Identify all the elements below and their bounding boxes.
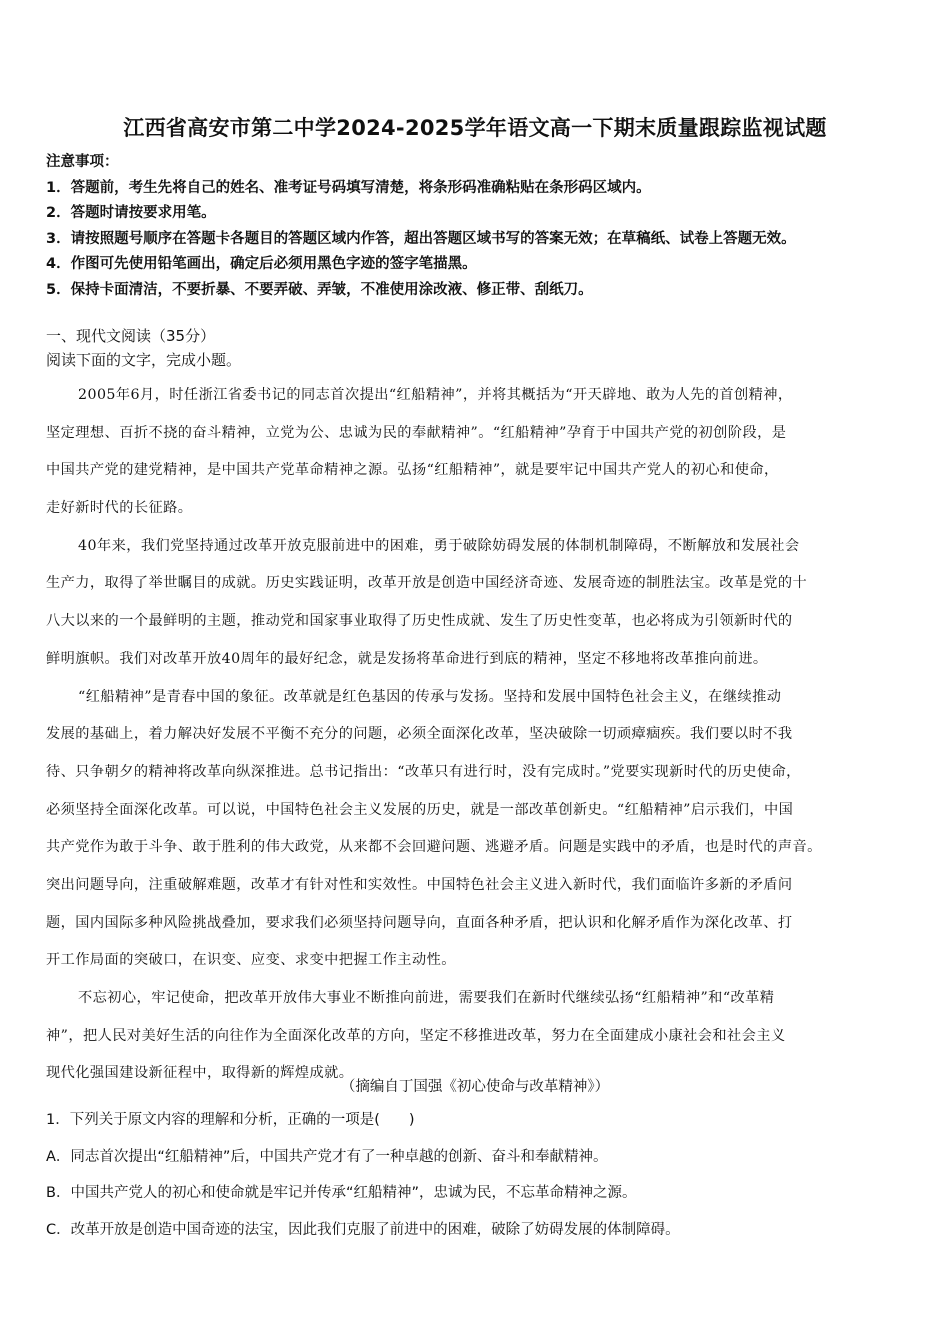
passage-line: 神”，把人民对美好生活的向往作为全面深化改革的方向，坚定不移推进改革，努力在全面建成小康社会和社会主义 (46, 1027, 786, 1044)
notice-section (46, 150, 926, 303)
passage-line: 2005年6月，时任浙江省委书记的同志首次提出“红船精神”，并将其概括为“开天辟地、敢为人先的首创精神， (78, 387, 793, 403)
notice-heading: 注意事项： (46, 154, 119, 170)
question-stem: 1．下列关于原文内容的理解和分析，正确的一项是( ) (46, 1112, 415, 1128)
passage-source: （摘编自丁国强《初心使命与改革精神》） (340, 1079, 610, 1095)
passage-line: 开工作局面的突破口，在识变、应变、求变中把握工作主动性。 (46, 952, 456, 969)
passage-line: 必须坚持全面深化改革。可以说，中国特色社会主义发展的历史，就是一部改革创新史。“红船精神”启示我们，中国 (46, 801, 794, 818)
passage-line: 发展的基础上，着力解决好发展不平衡不充分的问题，必须全面深化改革，坚决破除一切顽瘴痼疾。我们要以时不我 (46, 726, 793, 743)
passage-line: 八大以来的一个最鲜明的主题，推动党和国家事业取得了历史性成就、发生了历史性变革，也必将成为引领新时代的 (46, 613, 793, 630)
notice-item: 5．保持卡面清洁，不要折暴、不要弄破、弄皱，不准使用涂改液、修正带、刮纸刀。 (46, 281, 593, 298)
notice-item: 2．答题时请按要求用笔。 (46, 205, 216, 221)
exam-title: 江西省高安市第二中学2024-2025学年语文高一下期末质量跟踪监视试题 (123, 116, 827, 140)
notice-item: 1．答题前，考生先将自己的姓名、准考证号码填写清楚，将条形码准确粘贴在条形码区域内。 (46, 179, 651, 196)
question-block (46, 1105, 926, 1251)
passage-line: “红船精神”是青春中国的象征。改革就是红色基因的传承与发扬。坚持和发展中国特色社会主义，在继续推动 (78, 688, 782, 705)
passage-line: 鲜明旗帜。我们对改革开放40周年的最好纪念，就是发扬将革命进行到底的精神，坚定不移地将改革推向前进。 (46, 650, 768, 667)
passage-line: 题，国内国际多种风险挑战叠加，要求我们必须坚持问题导向，直面各种矛盾，把认识和化解矛盾作为深化改革、打 (46, 914, 793, 931)
section-heading: 一、现代文阅读（35分） (46, 327, 216, 345)
notice-item: 3．请按照题号顺序在答题卡各题目的答题区域内作答，超出答题区域书写的答案无效；在草稿纸、试卷上答题无效。 (46, 230, 796, 247)
passage-line: 待、只争朝夕的精神将改革向纵深推进。总书记指出：“改革只有进行时，没有完成时。”党要实现新时代的历史使命， (46, 763, 801, 780)
notice-item: 4．作图可先使用铅笔画出，确定后必须用黑色字迹的签字笔描黑。 (46, 256, 477, 272)
reading-passage (46, 380, 912, 1096)
passage-line: 共产党作为敢于斗争、敢于胜利的伟大政党，从来都不会回避问题、逃避矛盾。问题是实践中的矛盾，也是时代的声音。 (46, 839, 822, 856)
option-b: B．中国共产党人的初心和使命就是牢记并传承“红船精神”，忠诚为民，不忘革命精神之源。 (46, 1185, 637, 1201)
reading-instruction: 阅读下面的文字，完成小题。 (46, 351, 242, 369)
passage-line: 40年来，我们党坚持通过改革开放克服前进中的困难，勇于破除妨碍发展的体制机制障碍，不断解放和发展社会 (78, 537, 800, 554)
option-a: A．同志首次提出“红船精神”后，中国共产党才有了一种卓越的创新、奋斗和奉献精神。 (46, 1148, 608, 1165)
option-c: C．改革开放是创造中国奇迹的法宝，因此我们克服了前进中的困难，破除了妨碍发展的体制障碍。 (46, 1221, 680, 1238)
passage-line: 不忘初心，牢记使命，把改革开放伟大事业不断推向前进，需要我们在新时代继续弘扬“红船精神”和“改革精 (78, 990, 775, 1006)
passage-line: 突出问题导向，注重破解难题，改革才有针对性和实效性。中国特色社会主义进入新时代，我们面临许多新的矛盾问 (46, 876, 793, 893)
passage-line: 生产力，取得了举世瞩目的成就。历史实践证明，改革开放是创造中国经济奇迹、发展奇迹的制胜法宝。改革是党的十 (46, 575, 808, 592)
passage-line: 走好新时代的长征路。 (46, 500, 193, 517)
passage-line: 中国共产党的建党精神，是中国共产党革命精神之源。弘扬“红船精神”，就是要牢记中国共产党人的初心和使命， (46, 462, 779, 479)
passage-line: 现代化强国建设新征程中，取得新的辉煌成就。 (46, 1065, 354, 1082)
passage-line: 坚定理想、百折不挠的奋斗精神，立党为公、忠诚为民的奉献精神”。“红船精神”孕育于中国共产党的初创阶段，是 (46, 424, 787, 441)
